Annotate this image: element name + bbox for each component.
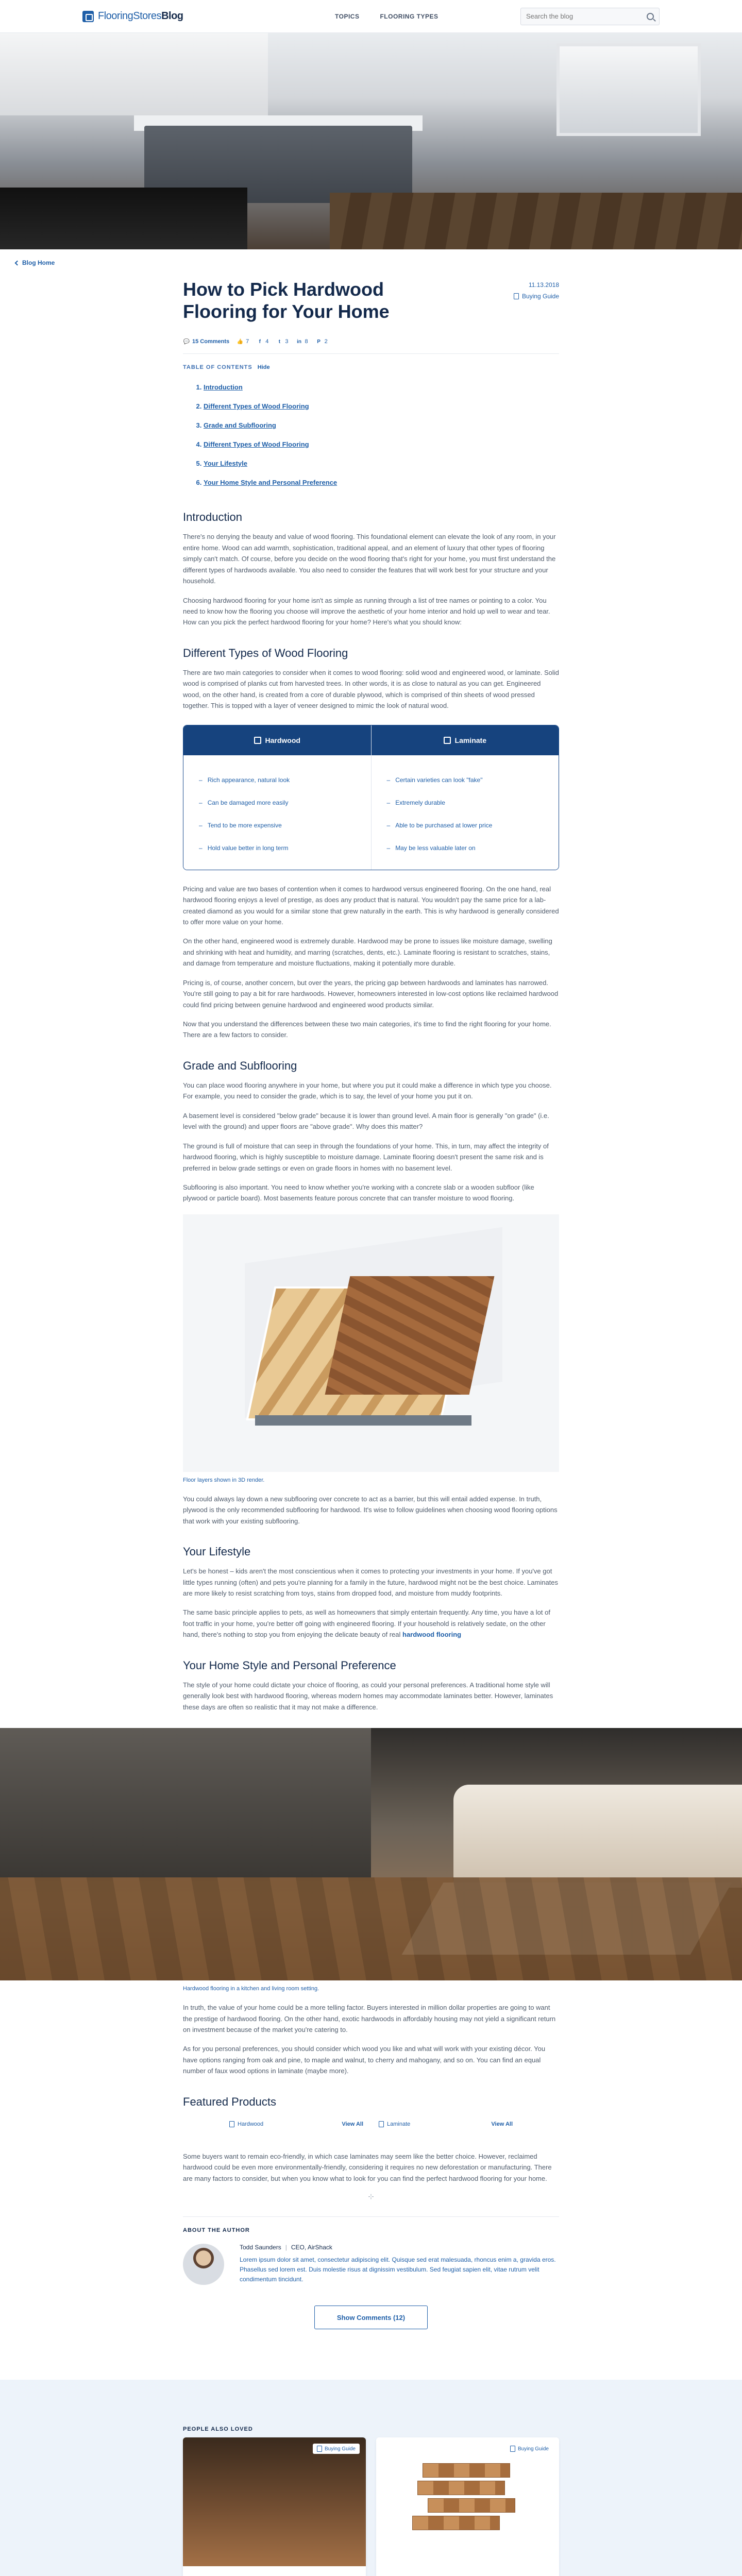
hardwood-column-header: Hardwood (183, 725, 371, 755)
paragraph: You could always lay down a new subflooring over concrete to act as a barrier, but this will entail added expense. In truth, plywood is the only recommended subflooring for hardwood. It's wise to follow guidelines when choosing wood flooring options that work with your existing subflooring. (183, 1495, 558, 1525)
paragraph: The style of your home could dictate your choice of flooring, as could your personal preferences. A traditional home style will generally look best with hardwood flooring, whereas modern homes may accommodate laminates better. However, laminates these days are often so realistic that it may not make a difference. (183, 1681, 553, 1711)
paragraph: Choosing hardwood flooring for your home isn't as simple as running through a list of tree names or pointing to a color. You need to know how the flooring you choose will improve the aesthetic of your home interior and hold up well to wear and tear. How can you pick the perfect hardwood flooring for your home? Here's what you should know: (183, 596, 550, 626)
paragraph: Let's be honest – kids aren't the most conscientious when it comes to protecting your investments in your home. If you've got little types running (often) and pets you're planning for a family in the future, hardwood might not be the best choice. Laminates are more likely to resist scratching from toys, stains from dropped food, and moisture from muddy footprints. (183, 1567, 559, 1597)
hardwood-icon (254, 737, 261, 744)
logo-icon (82, 11, 94, 22)
search-input[interactable] (526, 12, 647, 20)
card-tag: Buying Guide (506, 2444, 553, 2454)
toc-heading: TABLE OF CONTENTS Hide (183, 364, 270, 371)
toc-hide-button[interactable]: Hide (257, 364, 270, 371)
featured-products (183, 2121, 559, 2130)
comparison-table (183, 725, 559, 870)
document-icon (317, 2446, 322, 2452)
twitter-icon: t (278, 338, 281, 345)
back-link-label: Blog Home (22, 259, 55, 266)
people-also-loved (0, 2380, 742, 2576)
pinterest-share-button[interactable] (315, 338, 328, 345)
image-caption: Floor layers shown in 3D render. (183, 1477, 265, 1483)
linkedin-share-button[interactable] (296, 338, 308, 345)
like-count: 7 (246, 338, 249, 345)
table-of-contents (183, 364, 559, 492)
laminate-column-header: Laminate (372, 725, 559, 755)
author-role: CEO, AirShack (291, 2244, 332, 2251)
linkedin-icon: in (297, 338, 301, 345)
toc-link[interactable]: Different Types of Wood Flooring (204, 402, 309, 411)
paragraph: There are two main categories to consider when it comes to wood flooring: solid wood and engineered wood, or laminate. Solid wood is comprised of planks cut from harvested trees. In other words, it is as close to natural as you can get. Engineered wood, on the other hand, is created from a core of durable plywood, which is comprised of thin sheets of wood pressed together. This is topped with a layer of veneer designed to mimic the look of natural wood. (183, 668, 559, 710)
paragraph: In truth, the value of your home could be a more telling factor. Buyers interested in million dollar properties are going to want the prestige of hardwood flooring. On the other hand, exotic hardwoods in affordably housing may not yield a significant return on investment because of the market you're catering to. (183, 2004, 556, 2033)
linkedin-count: 8 (305, 338, 308, 345)
product-card (229, 2121, 363, 2130)
product-kind: Hardwood (229, 2121, 263, 2127)
avatar (183, 2244, 224, 2285)
main-nav (335, 13, 438, 20)
twitter-share-button[interactable] (276, 338, 288, 345)
paragraph: Some buyers want to remain eco-friendly, in which case laminates may seem like the better choice. However, reclaimed hardwood could be even more environmentally-friendly, considering it requires no new deforestation or manufacturing. There are many factors to consider, but when you know what to look for you can find the perfect hardwood flooring for your home. (183, 2152, 552, 2182)
related-article-card[interactable] (376, 2437, 559, 2576)
logo-text: FlooringStoresBlog (98, 10, 183, 22)
card-tag: Buying Guide (313, 2444, 360, 2454)
paragraph: The ground is full of moisture that can seep in through the foundations of your home. This, in turn, may affect the integrity of hardwood flooring, which is highly susceptible to moisture damage. Laminate flooring doesn't present the same risk and is preferred in below grade settings or even on grade floors in homes with no basement level. (183, 1142, 549, 1172)
paragraph: Pricing is, of course, another concern, but over the years, the pricing gap between hardwoods and laminates has narrowed. You're still going to pay a bit for rare hardwoods. However, homeowners interested in low-cost options like reclaimed hardwood could find pricing between genuine hardwood and engineered wood products similar. (183, 978, 559, 1009)
nav-topics[interactable]: TOPICS (335, 12, 360, 20)
toc-link[interactable]: Different Types of Wood Flooring (204, 440, 309, 449)
twitter-count: 3 (285, 338, 289, 345)
pinterest-count: 2 (324, 338, 328, 345)
facebook-share-button[interactable] (256, 338, 268, 345)
pinterest-icon: P (317, 338, 321, 345)
compare-item: – May be less valuable later on (387, 837, 544, 859)
nav-flooring-types[interactable]: FLOORING TYPES (380, 12, 439, 20)
living-room-image (0, 1728, 742, 1980)
compare-item: – Tend to be more expensive (199, 814, 356, 837)
toc-link[interactable]: Grade and Subflooring (204, 421, 276, 430)
laminate-icon (444, 737, 451, 744)
comments-count: 15 Comments (192, 338, 230, 345)
hardwood-column (183, 725, 371, 870)
comment-icon: 💬 (183, 338, 190, 345)
view-all-hardwood-link[interactable]: View All (342, 2121, 363, 2127)
chevron-left-icon (15, 260, 20, 265)
laminate-column (371, 725, 559, 870)
compare-item: – Extremely durable (387, 791, 544, 814)
article-category[interactable] (514, 293, 559, 300)
section-heading-style: Your Home Style and Personal Preference (183, 1658, 396, 1672)
paragraph: The same basic principle applies to pets, as well as homeowners that simply entertain frequently. Any time, you have a lot of foot traffic in your home, you're better off going with engineered flooring. If your household is relatively sedate, on the other hand, there's nothing to stop you from enjoying the delicate beauty of real hardwood flooring (183, 1608, 550, 1639)
product-kind: Laminate (379, 2121, 410, 2127)
toc-item[interactable] (204, 454, 559, 473)
product-card (379, 2121, 513, 2130)
search-icon[interactable] (647, 13, 654, 20)
section-heading-types: Different Types of Wood Flooring (183, 646, 348, 659)
card-image (376, 2437, 559, 2566)
compare-item: – Able to be purchased at lower price (387, 814, 544, 837)
view-all-laminate-link[interactable]: View All (491, 2121, 513, 2127)
section-heading-introduction: Introduction (183, 511, 242, 524)
toc-item[interactable] (204, 435, 559, 454)
like-button[interactable] (237, 338, 249, 345)
compare-item: – Can be damaged more easily (199, 791, 356, 814)
floor-layers-image (183, 1214, 559, 1472)
toc-link[interactable]: Your Lifestyle (204, 460, 248, 468)
author-name: Todd Saunders | CEO, AirShack (240, 2244, 332, 2251)
paragraph: You can place wood flooring anywhere in your home, but where you put it could make a difference in which type you choose. For example, you need to consider the grade, which is to say, the level of your home you put it on. (183, 1081, 552, 1100)
facebook-count: 4 (265, 338, 269, 345)
site-logo[interactable] (82, 10, 278, 22)
about-author (183, 2216, 559, 2285)
paragraph: A basement level is considered "below grade" because it is lower than ground level. A main floor is generally "on grade" (i.e. level with the ground) and upper floors are "above grade". Why does this matter? (183, 1111, 549, 1131)
compare-item: – Hold value better in long term (199, 837, 356, 859)
facebook-icon: f (259, 338, 261, 345)
section-heading-lifestyle: Your Lifestyle (183, 1545, 251, 1558)
document-icon (514, 293, 519, 299)
image-caption: Hardwood flooring in a kitchen and living room setting. (183, 1986, 319, 1992)
hero-image (0, 33, 742, 249)
comments-link[interactable] (183, 338, 229, 345)
back-to-blog-link[interactable] (0, 258, 742, 268)
about-author-heading: ABOUT THE AUTHOR (183, 2216, 559, 2233)
article-meta (514, 278, 559, 323)
also-loved-heading: PEOPLE ALSO LOVED (183, 2426, 253, 2432)
toc-link[interactable]: Introduction (204, 383, 243, 392)
paragraph: There's no denying the beauty and value of wood flooring. This foundational element can elevate the look of any room, in your entire home. Wood can add warmth, sophistication, traditional appeal, and an element of luxury that other types of flooring simply can't match. Of course, before you decide on the wood flooring that's right for your home, you must first understand the different types of hardwoods available. You also need to consider the features that will work best for your structure and your household. (183, 533, 556, 585)
paragraph: Subflooring is also important. You need to know whether you're working with a concrete slab or a wooden subfloor (like plywood or particle board). Most basements feature porous concrete that can transfer moisture to wood flooring. (183, 1183, 534, 1202)
category-label: Buying Guide (521, 293, 559, 300)
section-heading-featured: Featured Products (183, 2095, 276, 2108)
paragraph: Pricing and value are two bases of contention when it comes to hardwood versus engineered flooring. On the one hand, real hardwood flooring enjoys a level of prestige, as does any product that is natural. You wouldn't pay the same price for a lab-created diamond as you would for a similar stone that grew naturally in the earth. This is why hardwood is generally considered to offer more value on your home. (183, 885, 559, 926)
document-icon (510, 2446, 515, 2452)
toc-link[interactable]: Your Home Style and Personal Preference (204, 479, 338, 487)
share-bar (183, 338, 559, 354)
paragraph: Now that you understand the differences between these two main categories, it's time to find the right flooring for your home. There are a few factors to consider. (183, 1020, 551, 1039)
article-date: 11.13.2018 (528, 281, 559, 289)
divider-icon: ⊹ (368, 2192, 374, 2200)
article-title: How to Pick Hardwood Flooring for Your Home (183, 279, 390, 323)
card-image (183, 2437, 366, 2566)
thumb-up-icon: 👍 (237, 338, 244, 345)
search-box (520, 8, 660, 25)
hardwood-flooring-link[interactable]: hardwood flooring (402, 1631, 462, 1639)
site-header (0, 0, 742, 33)
author-bio: Lorem ipsum dolor sit amet, consectetur adipiscing elit. Quisque sed erat malesuada, rhoncus enim a, gravida eros. Phasellus sed lorem est. Duis molestie risus at dignissim vestibulum. Sed feugiat sapien elit, vitae rutrum velit condimentum tincidunt. (240, 2256, 556, 2283)
paragraph: As for you personal preferences, you should consider which wood you like and what will work with your existing décor. You have options ranging from oak and pine, to maple and walnut, to cherry and mahogany, and so on. You can find an equal number of faux wood options in laminate (maybe more). (183, 2045, 546, 2075)
paragraph: On the other hand, engineered wood is extremely durable. Hardwood may be prone to issues like moisture damage, swelling and shrinking with heat and humidity, and marring (scratches, dents, etc.). Laminate flooring is resistant to scratches, stains, and damage from temperature and moisture fluctuations, making it potentially more durable. (183, 937, 552, 968)
toc-item[interactable] (204, 416, 559, 435)
related-article-card[interactable] (183, 2437, 366, 2576)
compare-item: – Rich appearance, natural look (199, 769, 356, 791)
show-comments-button[interactable]: Show Comments (12) (314, 2306, 428, 2329)
section-heading-grade: Grade and Subflooring (183, 1059, 297, 1072)
toc-item[interactable] (204, 473, 559, 492)
compare-item: – Certain varieties can look "fake" (387, 769, 544, 791)
tag-icon (379, 2121, 384, 2127)
article (183, 278, 559, 2329)
toc-item[interactable] (204, 397, 559, 416)
toc-item[interactable] (204, 378, 559, 397)
tag-icon (229, 2121, 234, 2127)
